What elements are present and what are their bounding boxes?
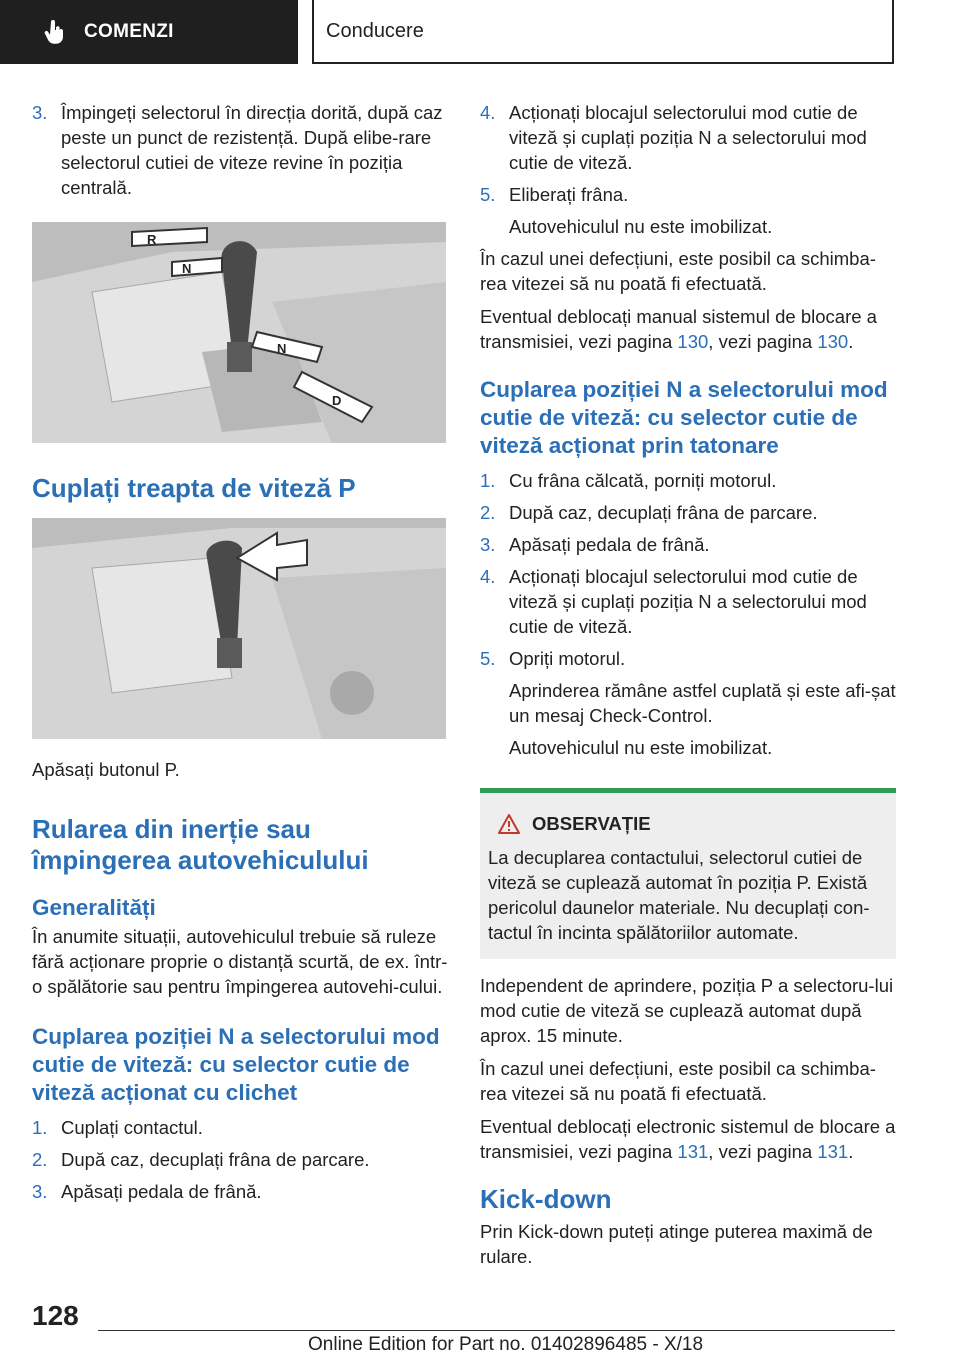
step-text: După caz, decuplați frâna de parcare. <box>509 502 818 523</box>
page-link-131-second[interactable]: 131 <box>817 1141 849 1162</box>
step-text: După caz, decuplați frâna de parcare. <box>61 1149 370 1170</box>
tab-commands[interactable] <box>0 0 298 64</box>
hand-pointer-icon <box>44 20 66 44</box>
heading-detent: Cuplarea poziției N a selectorului mod cutie de viteză: cu selector cutie de viteză acționat cu clichet <box>32 1024 440 1105</box>
step-note: Aprinderea rămâne astfel cuplată și este afi‐șat un mesaj Check-Control. <box>509 680 896 726</box>
step-number: 5. <box>480 648 496 669</box>
heading-kickdown: Kick-down <box>480 1184 612 1214</box>
step-number: 4. <box>480 566 496 587</box>
step-number: 3. <box>480 534 496 555</box>
list-item <box>32 100 448 200</box>
kickdown-text: Prin Kick-down puteți atinge puterea maximă de rulare. <box>480 1221 873 1267</box>
gear-label-d: D <box>332 393 342 408</box>
list-item <box>480 500 896 525</box>
list-item <box>32 1147 448 1172</box>
page-link-131[interactable]: 131 <box>677 1141 709 1162</box>
notice-title <box>498 813 882 835</box>
right-column <box>480 100 896 1277</box>
list-item <box>480 468 896 493</box>
list-item <box>32 1115 448 1140</box>
general-text: În anumite situații, autovehiculul trebuie să ruleze fără acționare proprie o distanță scurtă, de ex. într-o spălătorie sau pentru împingerea autovehi‐cului. <box>32 926 448 997</box>
heading-rolling: Rularea din inerție sau împingerea autovehiculului <box>32 814 369 875</box>
step-text: Acționați blocajul selectorului mod cutie de viteză și cuplați poziția N a selectorului mod cutie de viteză. <box>509 566 867 637</box>
step-number: 4. <box>480 102 496 123</box>
electronic-text-c: . <box>848 1141 854 1162</box>
tab-section-label: Conducere <box>326 19 424 42</box>
step-text: Eliberați frâna. <box>509 184 629 205</box>
page-link-130[interactable]: 130 <box>677 331 709 352</box>
malfunction-text: În cazul unei defecțiuni, este posibil ca schimba‐rea vitezei să nu poată fi efectuată. <box>480 248 876 294</box>
step-text: Cuplați contactul. <box>61 1117 203 1138</box>
step-number: 3. <box>32 102 48 123</box>
list-item <box>480 564 896 639</box>
step-number: 1. <box>32 1117 48 1138</box>
gear-label-n-upper: N <box>182 261 192 276</box>
page-link-130-second[interactable]: 130 <box>817 331 849 352</box>
electronic-text-a: Eventual deblocați electronic sistemul de blocare a transmisiei, vezi pagina <box>480 1116 896 1162</box>
left-column <box>32 100 448 1211</box>
gear-label-r: R <box>147 232 157 247</box>
manual-text-c: . <box>848 331 854 352</box>
gear-selector-figure-shift <box>32 222 446 443</box>
step-number: 2. <box>32 1149 48 1170</box>
step-text: Apăsați pedala de frână. <box>509 534 710 555</box>
gear-label-n-lower: N <box>277 341 287 356</box>
list-item <box>480 646 896 671</box>
heading-general: Generalități <box>32 895 156 920</box>
footer-edition: Online Edition for Part no. 01402896485 - X/18 <box>308 1334 704 1355</box>
heading-tip: Cuplarea poziției N a selectorului mod cutie de viteză: cu selector cutie de viteză acționat prin tatonare <box>480 377 888 458</box>
electronic-text-b: , vezi pagina <box>708 1141 818 1162</box>
tab-commands-label: COMENZI <box>84 21 174 42</box>
gear-selector-figure-park <box>32 518 446 739</box>
notice-body: La decuplarea contactului, selectorul cutiei de viteză se cuplează automat în poziția P. Există pericolul daunelor materiale. Nu decuplați con‐tactul în incinta spălătoriilor automate. <box>488 847 870 943</box>
step-text: Acționați blocajul selectorului mod cutie de viteză și cuplați poziția N a selectorului mod cutie de viteză. <box>509 102 867 173</box>
malfunction-text-2: În cazul unei defecțiuni, este posibil ca schimba‐rea vitezei să nu poată fi efectuată. <box>480 1058 876 1104</box>
step-text: Opriți motorul. <box>509 648 626 669</box>
step-note: Autovehiculul nu este imobilizat. <box>509 737 773 758</box>
list-item <box>480 182 896 207</box>
manual-unlock-text <box>480 304 896 354</box>
step-number: 3. <box>32 1181 48 1202</box>
step-note: Autovehiculul nu este imobilizat. <box>509 216 773 237</box>
step-text: Apăsați pedala de frână. <box>61 1181 262 1202</box>
park-button-illustration <box>32 518 446 739</box>
electronic-unlock-text <box>480 1114 896 1164</box>
page-header <box>0 0 960 66</box>
step-text: Împingeți selectorul în direcția dorită, după caz peste un punct de rezistență. După elibe‐rare selectorul cutiei de viteze revine în poziția centrală. <box>61 102 443 198</box>
step-number: 2. <box>480 502 496 523</box>
step-number: 5. <box>480 184 496 205</box>
footer-divider <box>98 1330 895 1331</box>
list-item <box>480 100 896 175</box>
heading-park: Cuplați treapta de viteză P <box>32 473 356 503</box>
notice-title-text: OBSERVAȚIE <box>532 813 651 834</box>
warning-icon <box>498 814 520 834</box>
tab-section[interactable] <box>312 0 894 64</box>
step-number: 1. <box>480 470 496 491</box>
list-item <box>480 532 896 557</box>
park-caption: Apăsați butonul P. <box>32 759 180 780</box>
manual-text-a: Eventual deblocați manual sistemul de blocare a transmisiei, vezi pagina <box>480 306 877 352</box>
gear-selector-illustration <box>32 222 446 443</box>
list-item <box>32 1179 448 1204</box>
page-number: 128 <box>32 1300 79 1331</box>
independent-text: Independent de aprindere, poziția P a selectoru‐lui mod cutie de viteză se cuplează automat după aprox. 15 minute. <box>480 975 894 1046</box>
notice-box <box>480 788 896 959</box>
manual-text-b: , vezi pagina <box>708 331 818 352</box>
step-text: Cu frâna călcată, porniți motorul. <box>509 470 777 491</box>
